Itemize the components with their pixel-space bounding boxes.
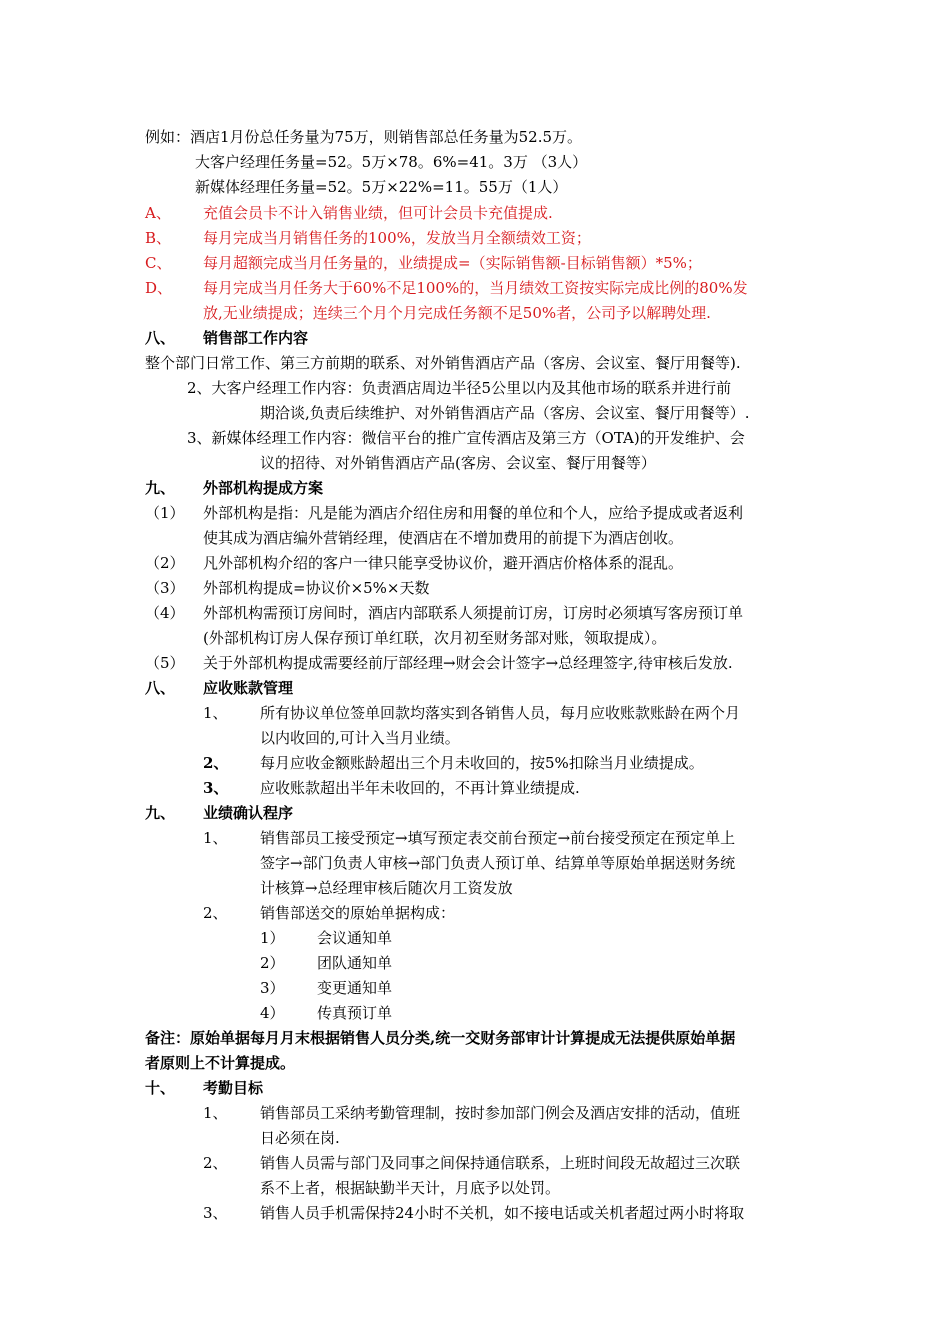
- example-line-2: 大客户经理任务量=52。5万×78。6%=41。3万 （3人）: [195, 153, 588, 171]
- section-8-item-3-line-1: 3、新媒体经理工作内容：微信平台的推广宣传酒店及第三方（OTA)的开发维护、会: [187, 429, 745, 447]
- attendance-item-1-marker: 1、: [203, 1104, 228, 1122]
- attendance-item-2-line-1: 销售人员需与部门及同事之间保持通信联系，上班时间段无故超过三次联: [260, 1154, 741, 1172]
- document-list-marker-4: 4）: [260, 1004, 285, 1022]
- section-9-item-4-line-1: 外部机构需预订房间时，酒店内部联系人须提前订房，订房时必须填写客房预订单: [203, 604, 744, 622]
- section-9-item-5-marker: （5）: [145, 654, 185, 672]
- confirmation-item-1-marker: 1、: [203, 829, 228, 847]
- receivables-item-1-marker: 1、: [203, 704, 228, 722]
- section-9-item-2-line-1: 凡外部机构介绍的客户一律只能享受协议价，避开酒店价格体系的混乱。: [203, 554, 684, 572]
- rule-marker-a: A、: [145, 204, 171, 222]
- rule-marker-d: D、: [145, 279, 173, 297]
- section-9-item-3-marker: （3）: [145, 579, 185, 597]
- section-9-item-1-marker: （1）: [145, 504, 185, 522]
- receivables-item-1-line-1: 所有协议单位签单回款均落实到各销售人员，每月应收账款账龄在两个月: [260, 704, 741, 722]
- receivables-section-number: 八、: [145, 679, 176, 697]
- section-9-item-4-marker: （4）: [145, 604, 185, 622]
- attendance-item-3-line-1: 销售人员手机需保持24小时不关机，如不接电话或关机者超过两小时将取: [260, 1204, 745, 1222]
- section-8-number: 八、: [145, 329, 176, 347]
- section-9-item-2-marker: （2）: [145, 554, 185, 572]
- rule-marker-c: C、: [145, 254, 172, 272]
- receivables-item-3-marker: 3、: [203, 779, 229, 797]
- rule-text-a: 充值会员卡不计入销售业绩，但可计会员卡充值提成.: [203, 204, 553, 222]
- confirmation-section-number: 九、: [145, 804, 176, 822]
- section-8-item-2-line-1: 2、大客户经理工作内容：负责酒店周边半径5公里以内及其他市场的联系并进行前: [187, 379, 732, 397]
- section-9-title: 外部机构提成方案: [203, 479, 324, 497]
- section-8-item-3-line-2: 议的招待、对外销售酒店产品(客房、会议室、餐厅用餐等）: [260, 454, 656, 472]
- receivables-item-3-line-1: 应收账款超出半年未收回的，不再计算业绩提成.: [260, 779, 580, 797]
- confirmation-section-title: 业绩确认程序: [203, 804, 294, 822]
- section-8-item-2-line-2: 期洽谈,负责后续维护、对外销售酒店产品（客房、会议室、餐厅用餐等）.: [260, 404, 750, 422]
- section-9-item-5-line-1: 关于外部机构提成需要经前厅部经理→财会会计签字→总经理签字,待审核后发放.: [203, 654, 733, 672]
- confirmation-item-2-text: 销售部送交的原始单据构成：: [260, 904, 456, 922]
- rule-text-d-line-2: 放,无业绩提成；连续三个月个月完成任务额不足50%者，公司予以解聘处理.: [203, 304, 711, 322]
- section-8-title: 销售部工作内容: [203, 329, 309, 347]
- receivables-item-2-line-1: 每月应收金额账龄超出三个月未收回的，按5%扣除当月业绩提成。: [260, 754, 704, 772]
- document-list-item-1: 会议通知单: [317, 929, 393, 947]
- section-10-number: 十、: [145, 1079, 176, 1097]
- document-list-marker-2: 2）: [260, 954, 285, 972]
- confirmation-item-1-line-1: 销售部员工接受预定→填写预定表交前台预定→前台接受预定在预定单上: [260, 829, 736, 847]
- receivables-item-1-line-2: 以内收回的,可计入当月业绩。: [260, 729, 460, 747]
- example-line-3: 新媒体经理任务量=52。5万×22%=11。55万（1人）: [195, 178, 568, 196]
- rule-marker-b: B、: [145, 229, 172, 247]
- note-line-1: 备注：原始单据每月月末根据销售人员分类,统一交财务部审计计算提成无法提供原始单据: [145, 1029, 736, 1047]
- receivables-item-2-marker: 2、: [203, 754, 229, 772]
- document-list-marker-1: 1）: [260, 929, 285, 947]
- confirmation-item-1-line-3: 计核算→总经理审核后随次月工资发放: [260, 879, 513, 897]
- attendance-item-1-line-2: 日必须在岗.: [260, 1129, 340, 1147]
- document-list-marker-3: 3）: [260, 979, 285, 997]
- section-9-item-4-line-2: (外部机构订房人保存预订单红联，次月初至财务部对账，领取提成）。: [203, 629, 667, 647]
- section-9-item-1-line-2: 使其成为酒店编外营销经理，使酒店在不增加费用的前提下为酒店创收。: [203, 529, 684, 547]
- confirmation-item-2-marker: 2、: [203, 904, 228, 922]
- attendance-item-2-marker: 2、: [203, 1154, 228, 1172]
- example-line-1: 例如：酒店1月份总任务量为75万，则销售部总任务量为52.5万。: [145, 128, 583, 146]
- attendance-item-1-line-1: 销售部员工采纳考勤管理制，按时参加部门例会及酒店安排的活动，值班: [260, 1104, 741, 1122]
- rule-text-c: 每月超额完成当月任务量的，业绩提成=（实际销售额-目标销售额）*5%；: [203, 254, 702, 272]
- note-line-2: 者原则上不计算提成。: [145, 1054, 296, 1072]
- section-9-item-1-line-1: 外部机构是指：凡是能为酒店介绍住房和用餐的单位和个人，应给予提成或者返利: [203, 504, 744, 522]
- section-8-intro: 整个部门日常工作、第三方前期的联系、对外销售酒店产品（客房、会议室、餐厅用餐等).: [145, 354, 741, 372]
- attendance-item-2-line-2: 系不上者，根据缺勤半天计，月底予以处罚。: [260, 1179, 561, 1197]
- document-list-item-2: 团队通知单: [317, 954, 393, 972]
- confirmation-item-1-line-2: 签字→部门负责人审核→部门负责人预订单、结算单等原始单据送财务统: [260, 854, 736, 872]
- document-list-item-3: 变更通知单: [317, 979, 393, 997]
- document-list-item-4: 传真预订单: [317, 1004, 393, 1022]
- receivables-section-title: 应收账款管理: [203, 679, 294, 697]
- section-10-title: 考勤目标: [203, 1079, 264, 1097]
- rule-text-b: 每月完成当月销售任务的100%，发放当月全额绩效工资；: [203, 229, 591, 247]
- section-9-number: 九、: [145, 479, 176, 497]
- rule-text-d-line-1: 每月完成当月任务大于60%不足100%的，当月绩效工资按实际完成比例的80%发: [203, 279, 748, 297]
- section-9-item-3-line-1: 外部机构提成=协议价×5%×天数: [203, 579, 430, 597]
- attendance-item-3-marker: 3、: [203, 1204, 228, 1222]
